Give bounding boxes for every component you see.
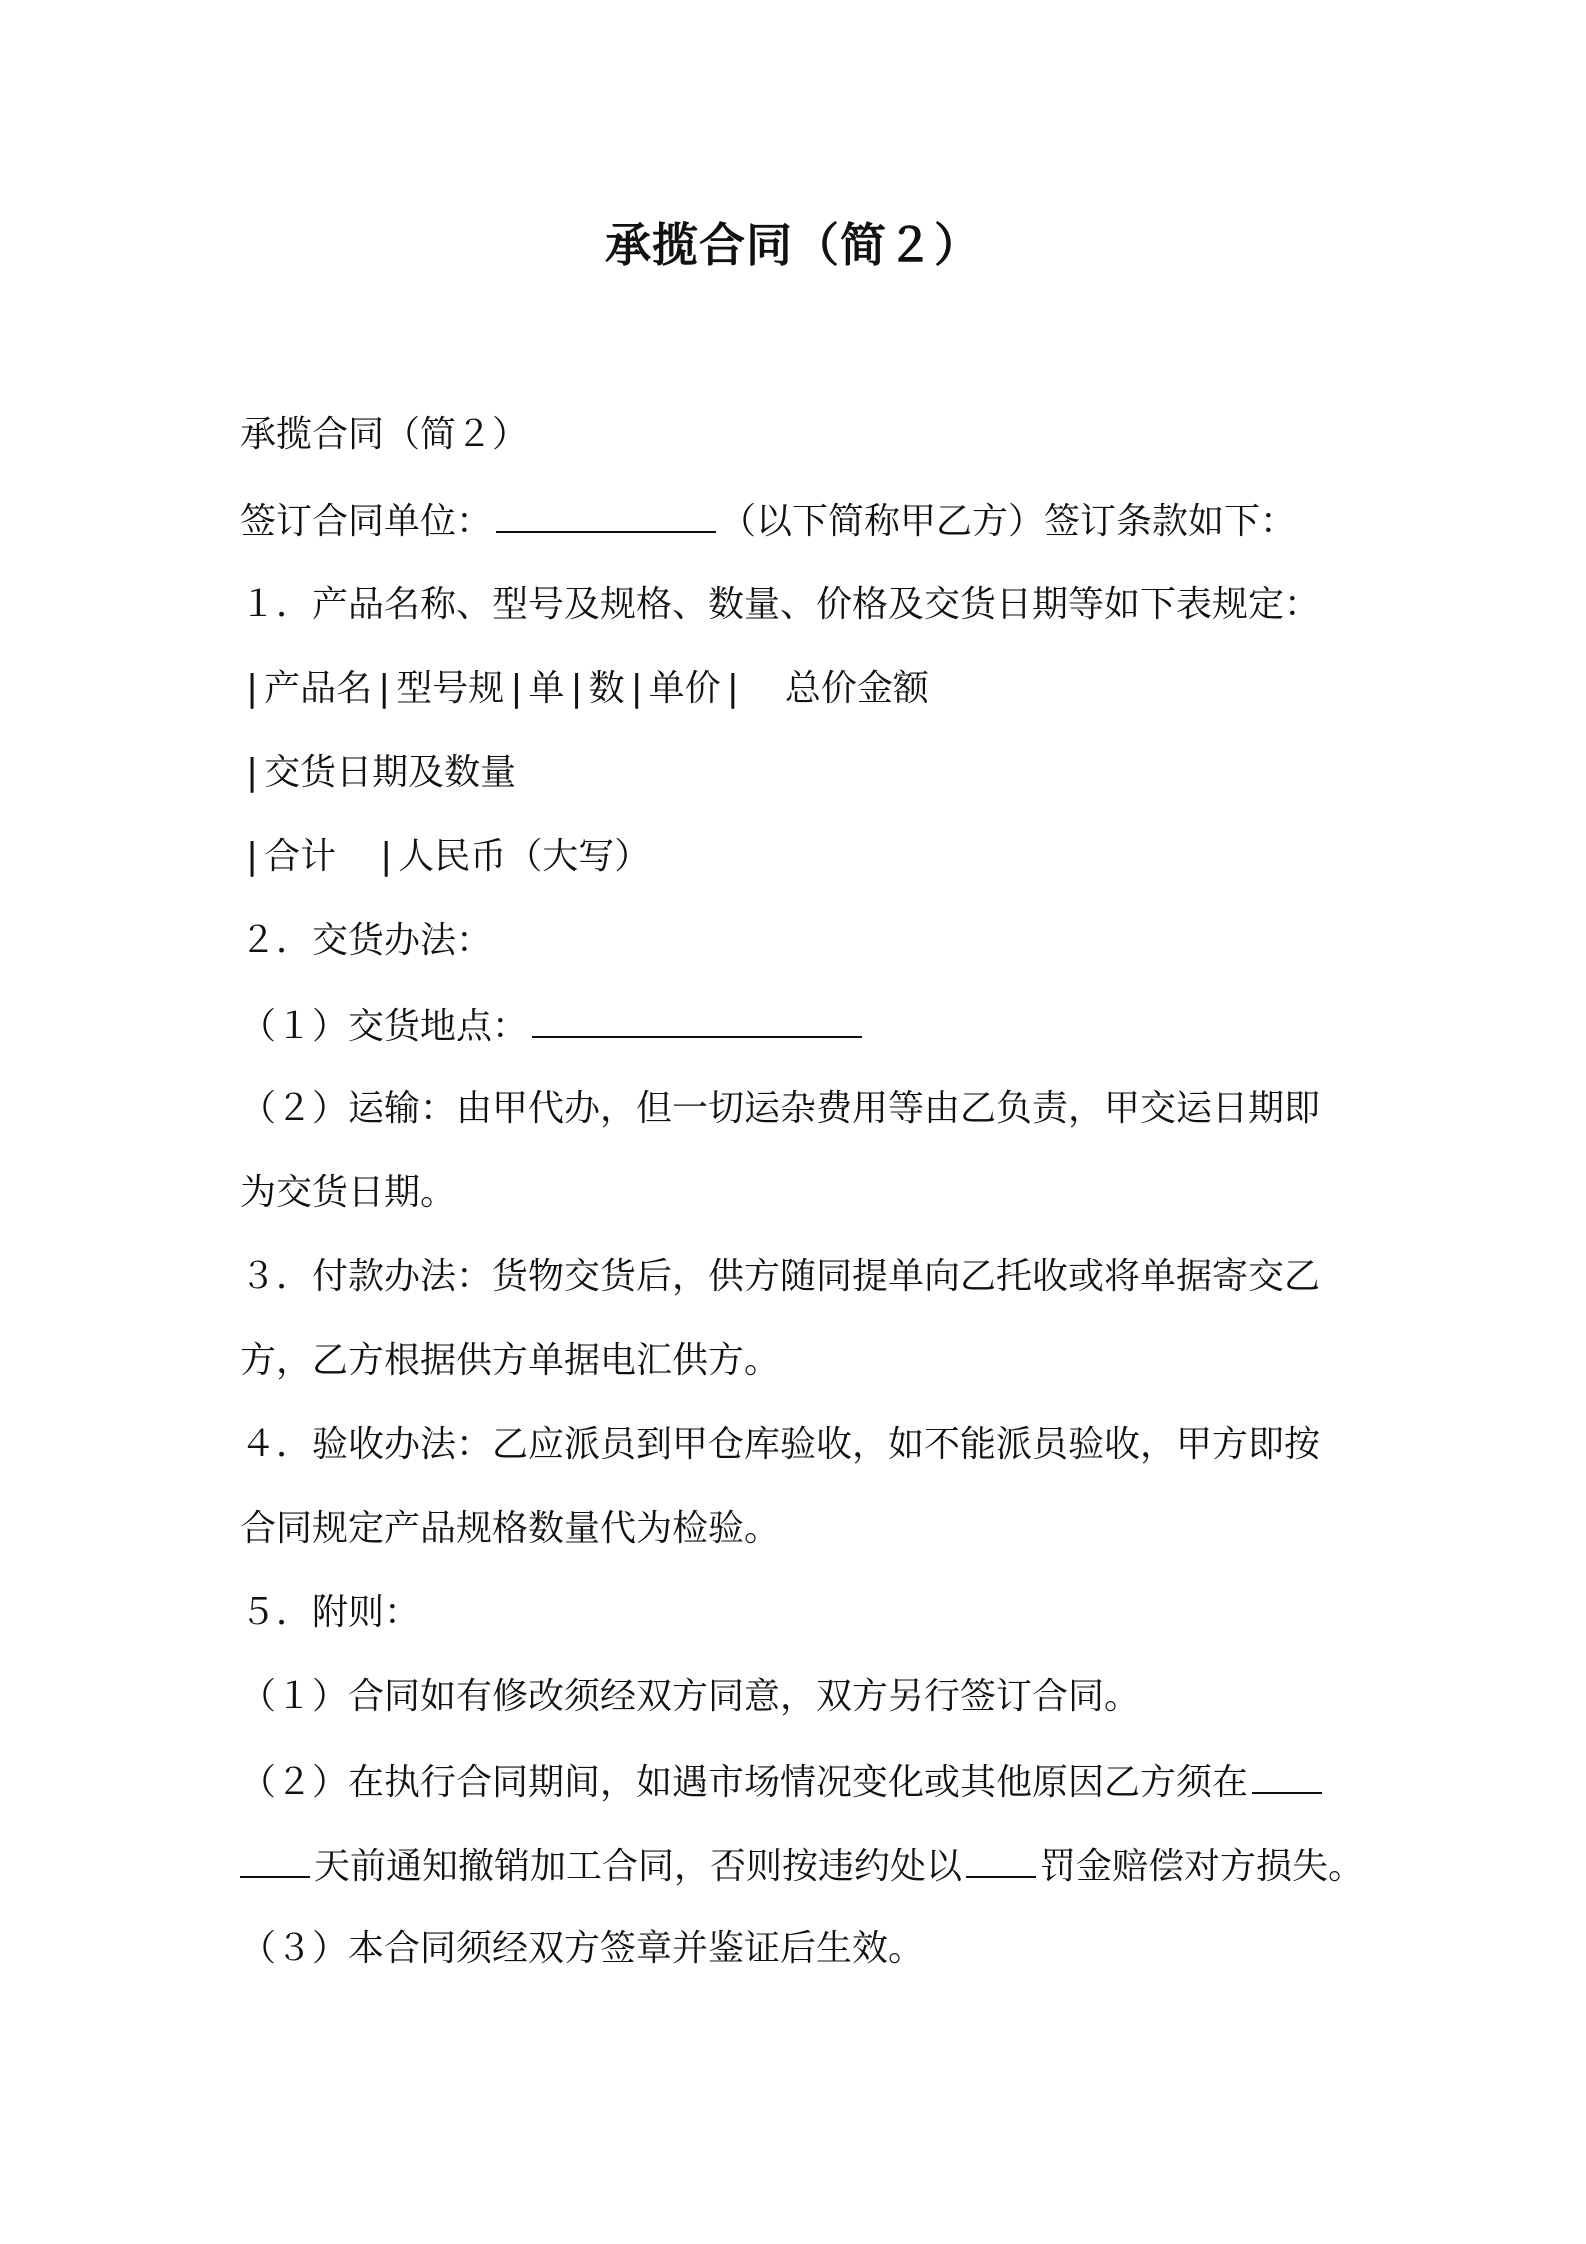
parties-prefix: 签订合同单位： <box>240 501 493 542</box>
table-divider: | <box>726 668 739 709</box>
table-row-1 <box>240 664 1390 714</box>
clause-4-line-2: 合同规定产品规格数量代为检验。 <box>240 1508 781 1549</box>
table-divider: | <box>380 836 393 877</box>
table-divider: | <box>246 836 259 877</box>
days-blank-part-1 <box>1252 1756 1322 1794</box>
clause-3-line-2: 方，乙方根据供方单据电汇供方。 <box>240 1340 781 1381</box>
table-divider: | <box>570 668 583 709</box>
clause-2-2-line-1: （２）运输：由甲代办，但一切运杂费用等由乙负责，甲交运日期即 <box>240 1088 1321 1129</box>
clause-2-1 <box>240 1000 1390 1052</box>
table-cell-model: 型号规 <box>396 668 505 709</box>
table-cell-quantity: 数 <box>588 668 625 709</box>
parties-blank <box>496 495 716 533</box>
clause-3-line-1: ３．付款办法：货物交货后，供方随同提单向乙托收或将单据寄交乙 <box>240 1256 1321 1297</box>
table-row-3 <box>240 832 1390 882</box>
table-cell-sum: 合计 <box>264 836 337 877</box>
clause-2-1-label: （１）交货地点： <box>240 1006 529 1047</box>
parties-suffix: （以下简称甲乙方）签订条款如下： <box>720 501 1297 542</box>
clause-5-3: （３）本合同须经双方签章并鉴证后生效。 <box>240 1928 925 1969</box>
parties-line <box>240 495 1390 547</box>
clause-1: １．产品名称、型号及规格、数量、价格及交货日期等如下表规定： <box>240 584 1321 625</box>
table-divider: | <box>246 752 259 793</box>
penalty-blank <box>966 1840 1036 1878</box>
table-cell-rmb: 人民币（大写） <box>398 836 651 877</box>
clause-5-2-line-1 <box>240 1756 1390 1808</box>
clause-5-2-text-3: 罚金赔偿对方损失。 <box>1040 1846 1365 1887</box>
table-divider: | <box>378 668 391 709</box>
clause-5: ５．附则： <box>240 1592 421 1633</box>
table-cell-unit: 单 <box>528 668 565 709</box>
subtitle: 承揽合同（简２） <box>240 414 529 455</box>
clause-4-line-1: ４．验收办法：乙应派员到甲仓库验收，如不能派员验收，甲方即按 <box>240 1424 1321 1465</box>
clause-5-2-line-2 <box>240 1840 1390 1892</box>
clause-5-2-text-2: 天前通知撤销加工合同，否则按违约处以 <box>314 1846 963 1887</box>
table-divider: | <box>510 668 523 709</box>
table-row-2 <box>240 748 1390 798</box>
table-divider: | <box>246 668 259 709</box>
clause-5-2-text: （２）在执行合同期间，如遇市场情况变化或其他原因乙方须在 <box>240 1762 1249 1803</box>
table-cell-delivery: 交货日期及数量 <box>264 752 517 793</box>
table-cell-total: 总价金额 <box>784 668 929 709</box>
days-blank-part-2 <box>240 1840 310 1878</box>
clause-5-1: （１）合同如有修改须经双方同意，双方另行签订合同。 <box>240 1676 1141 1717</box>
document-title: 承揽合同（简２） <box>605 218 981 272</box>
table-cell-product-name: 产品名 <box>264 668 373 709</box>
table-cell-unit-price: 单价 <box>648 668 721 709</box>
delivery-location-blank <box>532 1000 862 1038</box>
clause-2-2-line-2: 为交货日期。 <box>240 1172 457 1213</box>
table-divider: | <box>630 668 643 709</box>
clause-2: ２．交货办法： <box>240 920 493 961</box>
